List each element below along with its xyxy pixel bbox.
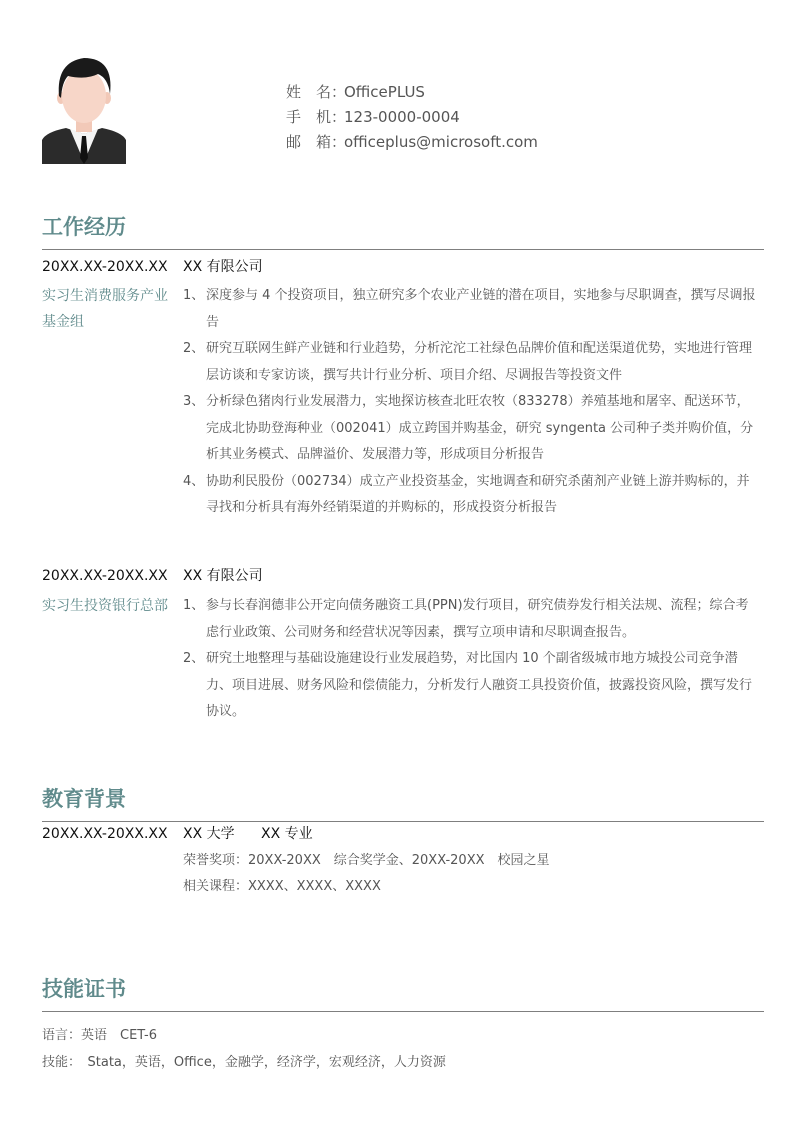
education-major: XX 专业 (261, 826, 313, 842)
section-divider (42, 821, 764, 822)
contact-name-row (286, 82, 425, 102)
work-2-company: XX 有限公司 (183, 568, 263, 584)
work-1-date: 20XX.XX-20XX.XX (42, 259, 168, 275)
email-label: 邮 箱： (286, 133, 347, 151)
list-item: 2、 研究土地整理与基础设施建设行业发展趋势，对比国内 10 个副省级城市地方城投公司竞争潜力、项目进展、财务风险和偿债能力，分析发行人融资工具投资价值，披露投资风险，撰写发行协议。 (183, 651, 753, 719)
work-1-company: XX 有限公司 (183, 259, 263, 275)
list-item: 1、 深度参与 4 个投资项目，独立研究多个农业产业链的潜在项目，实地参与尽职调查，撰写尽调报告 (183, 288, 756, 330)
section-title-skills: 技能证书 (42, 977, 126, 1001)
section-divider (42, 1011, 764, 1012)
work-1-items (183, 283, 761, 522)
education-date: 20XX.XX-20XX.XX (42, 826, 168, 842)
work-1-role: 实习生消费服务产业基金组 (42, 288, 168, 330)
education-school: XX 大学 (183, 826, 235, 842)
list-item: 3、 分析绿色猪肉行业发展潜力，实地探访核查北旺农牧（833278）养殖基地和屠宰、配送环节，完成北协助登海种业（002041）成立跨国并购基金，研究 syngenta 公司种子类并购价值，分析其业务模式、品牌溢价、发展潜力等，形成项目分析报告 (183, 394, 754, 462)
list-item: 1、 参与长春润德非公开定向债务融资工具(PPN)发行项目，研究债券发行相关法规、流程；综合考虑行业政策、公司财务和经营状况等因素，撰写立项申请和尽职调查报告。 (183, 598, 749, 640)
section-title-work: 工作经历 (42, 215, 126, 239)
phone-value: 123-0000-0004 (344, 108, 460, 126)
name-value: OfficePLUS (344, 83, 425, 101)
contact-email-row (286, 132, 538, 152)
education-honors: 荣誉奖项：20XX-20XX 综合奖学金、20XX-20XX 校园之星 (183, 853, 550, 868)
work-2-items (183, 593, 761, 726)
education-courses: 相关课程：XXXX、XXXX、XXXX (183, 879, 381, 894)
skills-language: 语言：英语 CET-6 (42, 1028, 158, 1043)
work-2-role: 实习生投资银行总部 (42, 598, 168, 614)
list-item: 4、 协助利民股份（002734）成立产业投资基金，实地调查和研究杀菌剂产业链上游并购标的，并寻找和分析具有海外经销渠道的并购标的，形成投资分析报告 (183, 473, 750, 515)
list-item: 2、 研究互联网生鲜产业链和行业趋势，分析沱沱工社绿色品牌价值和配送渠道优势，实地进行管理层访谈和专家访谈，撰写共计行业分析、项目介绍、尽调报告等投资文件 (183, 341, 753, 383)
name-label: 姓 名： (286, 83, 347, 101)
work-2-date: 20XX.XX-20XX.XX (42, 568, 168, 584)
section-title-education: 教育背景 (42, 787, 126, 811)
skills-list: 技能： Stata，英语，Office，金融学，经济学，宏观经济，人力资源 (42, 1055, 446, 1070)
phone-label: 手 机： (286, 108, 347, 126)
avatar-icon (42, 52, 126, 164)
contact-phone-row (286, 107, 460, 127)
email-value: officeplus@microsoft.com (344, 133, 538, 151)
section-divider (42, 249, 764, 250)
